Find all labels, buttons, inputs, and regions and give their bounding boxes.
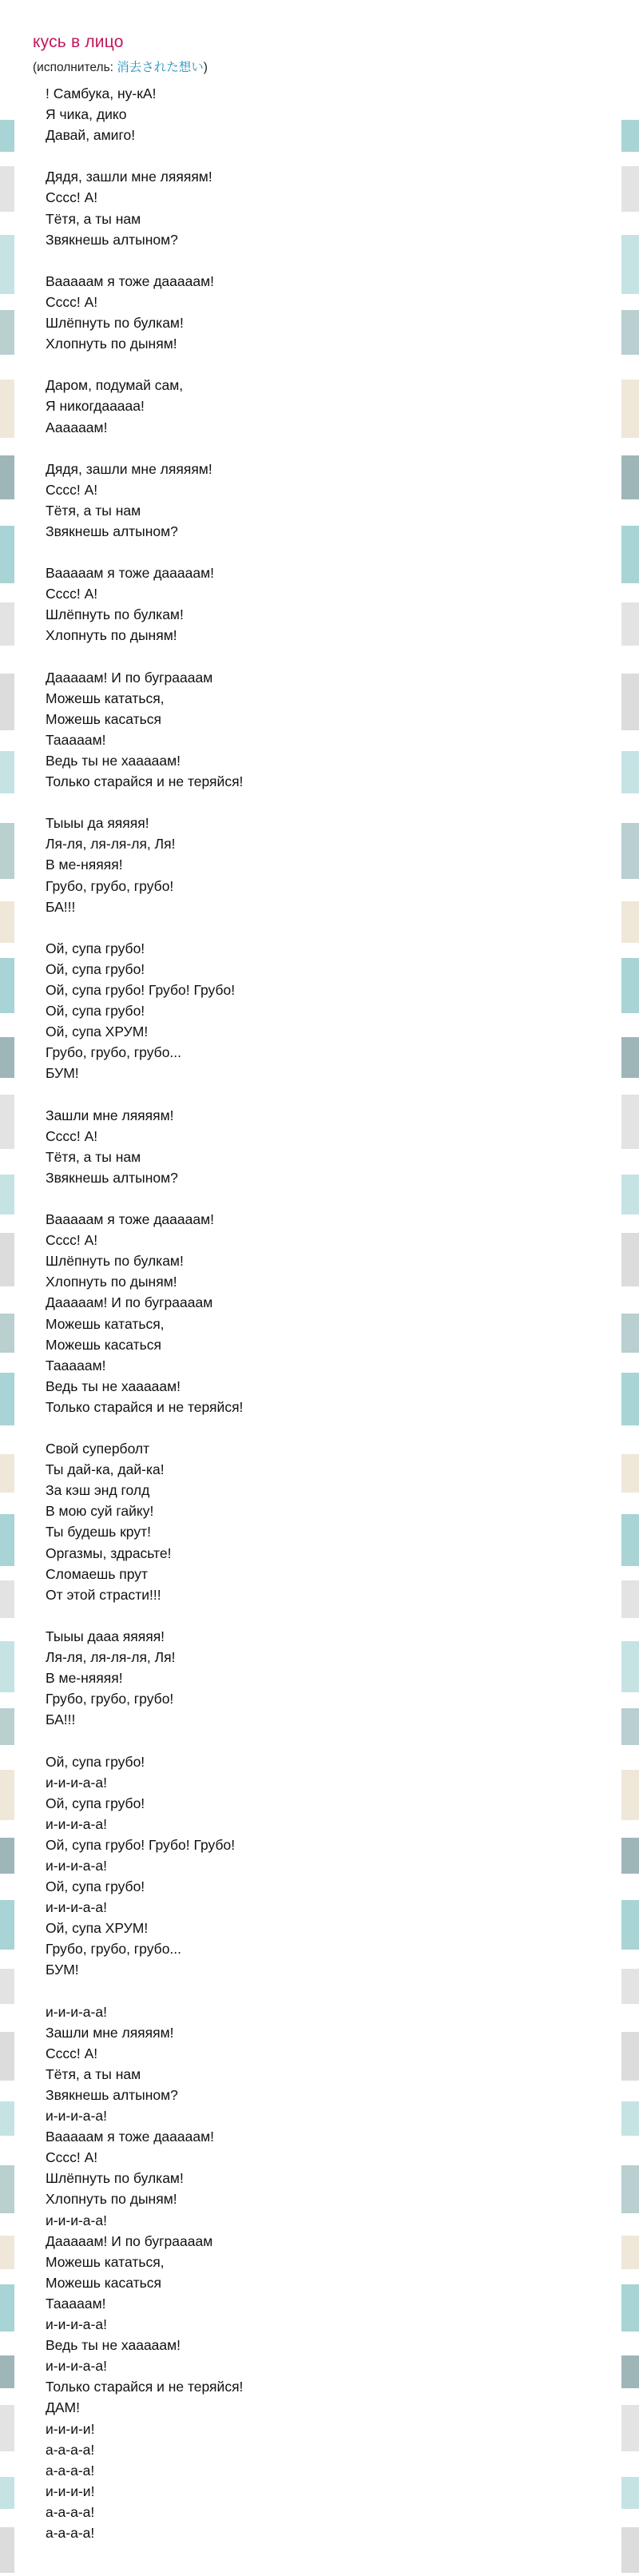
song-title: кусь в лицо: [33, 33, 124, 51]
artist-suffix: ): [203, 61, 208, 74]
artist-line: [33, 58, 208, 75]
artist-prefix: (исполнитель:: [33, 61, 117, 74]
lyrics-card: [14, 0, 621, 2576]
artist-link[interactable]: 消去された想い: [117, 61, 204, 74]
lyrics-text: ! Самбука, ну-кА! Я чика, дико Давай, амиго! Дядя, зашли мне ляяяям! Сссс! А! Тётя, а ты нам Звякнешь алтыном? Вааааам я тоже дааааам! Сссс! А! Шлёпнуть по булкам! Хлопнуть по дыням! Даром, подумай сам, Я никогдааааа! Аааааам! Дядя, зашли мне ляяяям! Сссс! А! Тётя, а ты нам Звякнешь алтыном? Вааааам я тоже дааааам! Сссс! А! Шлёпнуть по булкам! Хлопнуть по дыням! Дааааам! И по буграааам Можешь кататься, Можешь касаться Тааааам! Ведь ты не хааааам! Только старайся и не теряйся! Тыыы да яяяяя! Ля-ля, ля-ля-ля, Ля! В ме-няяяя! Грубо, грубо, грубо! БА!!! Ой, супа грубо! Ой, супа грубо! Ой, супа грубо! Грубо! Грубо! Ой, супа грубо! Ой, супа ХРУМ! Грубо, грубо, грубо... БУМ! Зашли мне ляяяям! Сссс! А! Тётя, а ты нам Звякнешь алтыном? Вааааам я тоже дааааам! Сссс! А! Шлёпнуть по булкам! Хлопнуть по дыням! Дааааам! И по буграааам Можешь кататься, Можешь касаться Тааааам! Ведь ты не хааааам! Только старайся и не теряйся! Свой суперболт Ты дай-ка, дай-ка! За кэш энд голд В мою суй гайку! Ты будешь крут! Оргазмы, здрасьте! Сломаешь прут От этой страсти!!! Тыыы дааа яяяяя! Ля-ля, ля-ля-ля, Ля! В ме-няяяя! Грубо, грубо, грубо! БА!!! Ой, супа грубо! и-и-и-а-а! Ой, супа грубо! и-и-и-а-а! Ой, супа грубо! Грубо! Грубо! и-и-и-а-а! Ой, супа грубо! и-и-и-а-а! Ой, супа ХРУМ! Грубо, грубо, грубо... БУМ! и-и-и-а-а! Зашли мне ляяяям! Сссс! А! Тётя, а ты нам Звякнешь алтыном? и-и-и-а-а! Вааааам я тоже дааааам! Сссс! А! Шлёпнуть по булкам! Хлопнуть по дыням! и-и-и-а-а! Дааааам! И по буграааам Можешь кататься, Можешь касаться Тааааам! и-и-и-а-а! Ведь ты не хааааам! и-и-и-а-а! Только старайся и не теряйся! ДАМ! и-и-и-и! а-а-а-а! а-а-а-а! и-и-и-и! а-а-а-а! а-а-а-а!: [46, 85, 244, 2541]
